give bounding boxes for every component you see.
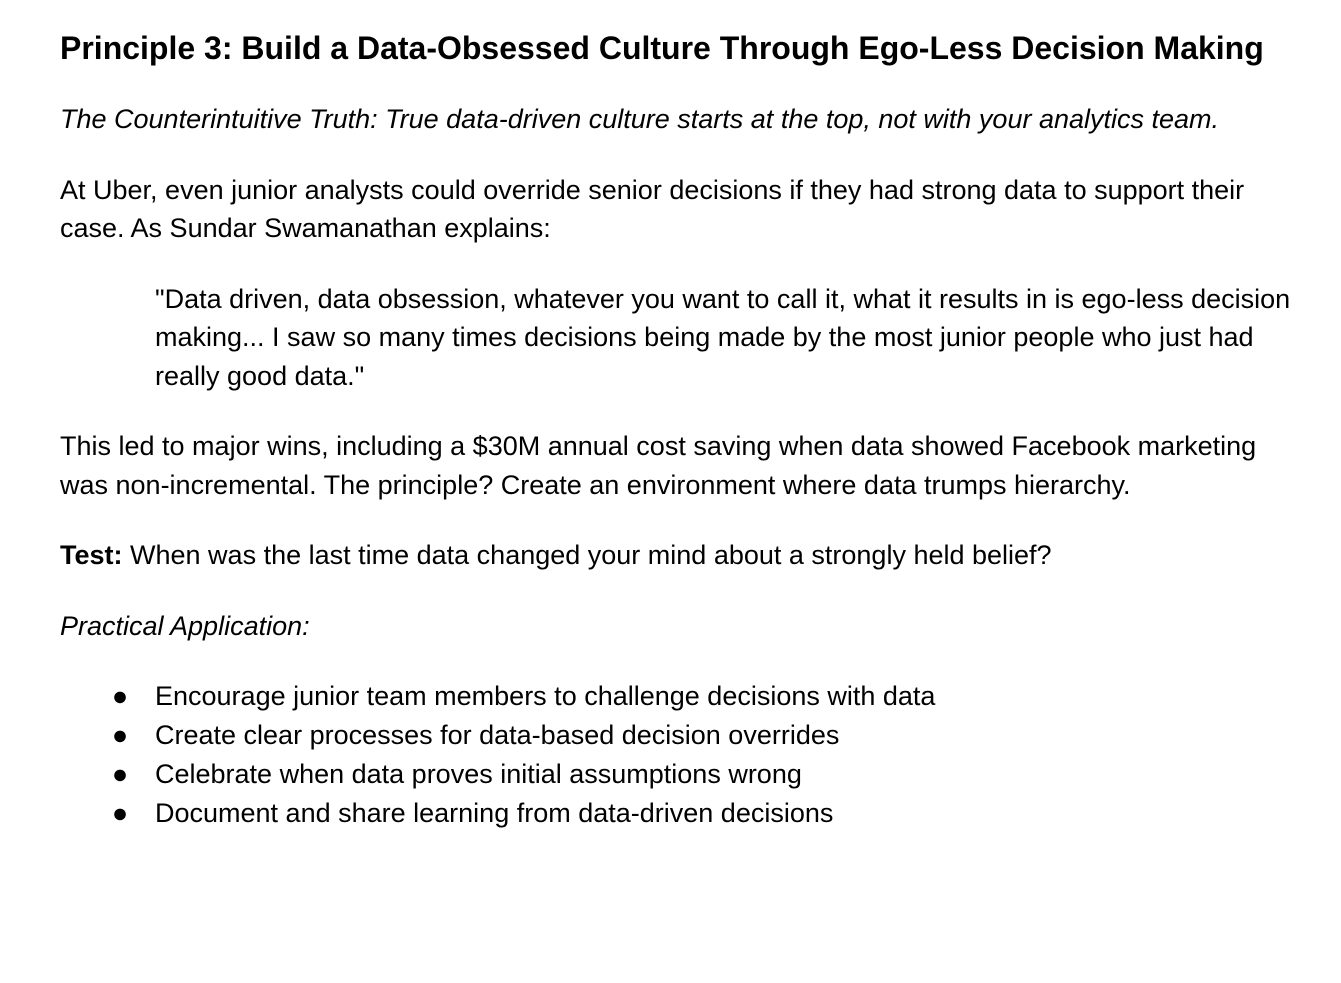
test-label: Test: [60,540,123,570]
test-text: When was the last time data changed your mind about a strongly held belief? [122,540,1052,570]
list-item-text: Document and share learning from data-driven decisions [155,798,834,828]
document-body [60,26,1300,833]
list-item [60,677,1300,716]
wins-paragraph: This led to major wins, including a $30M annual cost saving when data showed Facebook marketing was non-incremental. The principle? Create an environment where data trumps hierarchy. [60,431,1257,500]
practical-application-list [60,677,1300,833]
bullet-icon: ● [111,720,129,750]
uber-paragraph: At Uber, even junior analysts could override senior decisions if they had strong data to support their case. As Sundar Swamanathan explains: [60,174,1245,243]
practical-application-label: Practical Application: [60,610,310,641]
test-paragraph [60,536,1300,575]
list-item-text: Celebrate when data proves initial assumptions wrong [155,759,802,789]
list-item-text: Create clear processes for data-based decision overrides [155,720,840,750]
bullet-icon: ● [111,798,129,828]
bullet-icon: ● [111,681,129,711]
block-quote: "Data driven, data obsession, whatever you want to call it, what it results in is ego-less decision making... I saw so many times decisions being made by the most junior people who just had really good data." [155,283,1291,391]
bullet-icon: ● [111,759,129,789]
section-heading: Principle 3: Build a Data-Obsessed Culture Through Ego-Less Decision Making [60,30,1264,66]
list-item [60,755,1300,794]
list-item-text: Encourage junior team members to challenge decisions with data [155,681,936,711]
list-item [60,716,1300,755]
counterintuitive-truth: The Counterintuitive Truth: True data-driven culture starts at the top, not with your analytics team. [60,104,1220,134]
list-item [60,794,1300,833]
